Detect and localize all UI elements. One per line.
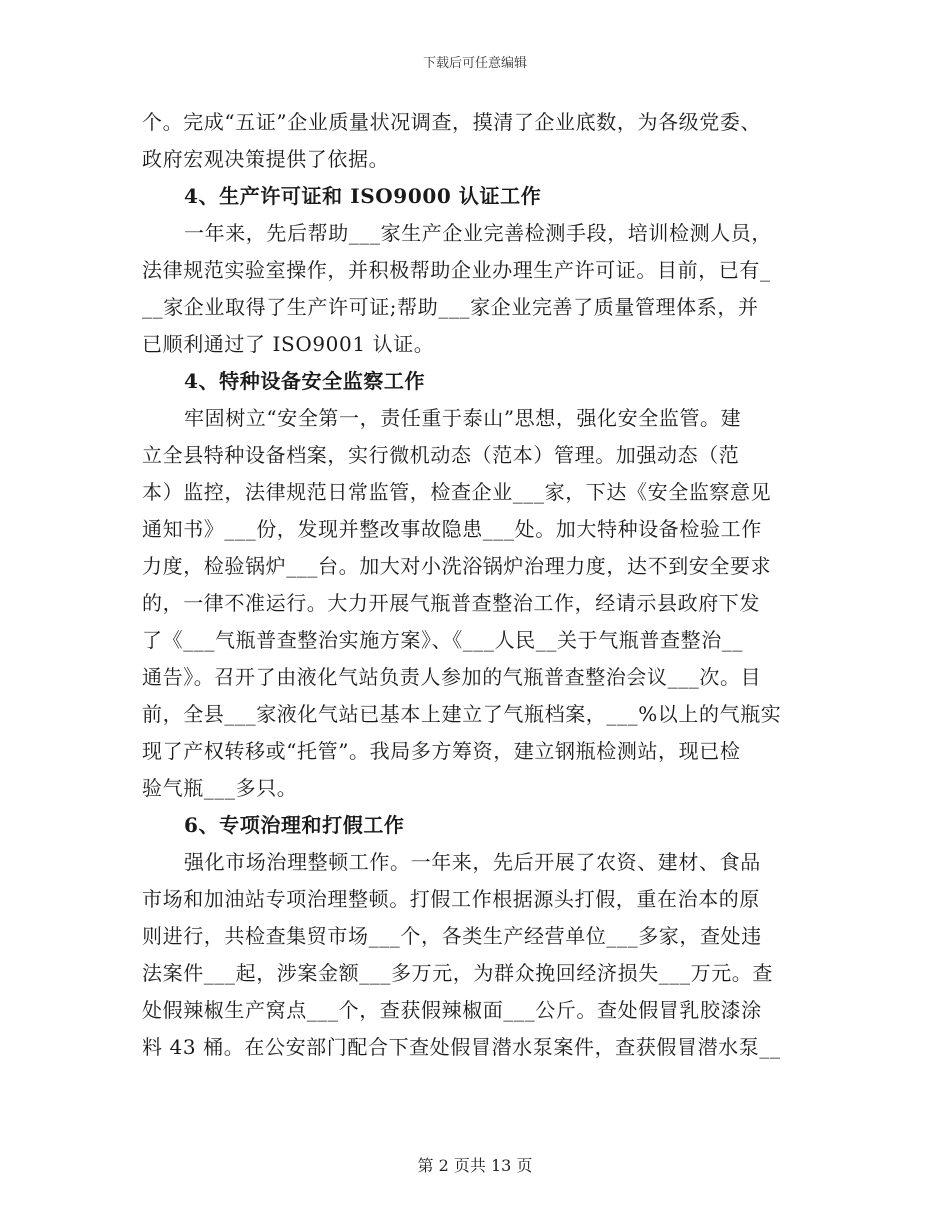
text-line: 市场和加油站专项治理整顿。打假工作根据源头打假，重在治本的原 [142,887,760,911]
text-line: 已顺利通过了 ISO9001 认证。 [142,332,435,356]
text-line: 牢固树立“安全第一，责任重于泰山”思想，强化安全监管。建 [184,406,742,430]
text-line: 的，一律不准运行。大力开展气瓶普查整治工作，经请示县政府下发 [142,591,760,615]
paragraph [142,104,807,178]
text-line: 力度，检验锅炉___台。加大对小洗浴锅炉治理力度，达不到安全要求 [142,554,772,578]
text-line: 强化市场治理整顿工作。一年来，先后开展了农资、建材、食品 [184,850,761,874]
text-line: 处假辣椒生产窝点___个，查获假辣椒面___公斤。查处假冒乳胶漆涂 [142,998,762,1022]
section-heading: 4、生产许可证和 ISO9000 认证工作 [184,184,542,208]
text-line: 了《___气瓶普查整治实施方案》、《___人民__关于气瓶普查整治__ [142,628,743,652]
page-footer: 第 2 页共 13 页 [417,1156,533,1175]
text-line: 验气瓶___多只。 [142,776,298,800]
text-line: 现了产权转移或“托管”。我局多方筹资，建立钢瓶检测站，现已检 [142,739,741,763]
text-line: 通告》。召开了由液化气站负责人参加的气瓶普查整治会议___次。目 [142,665,762,689]
text-line: 通知书》___份，发现并整改事故隐患___处。加大特种设备检验工作 [142,517,762,541]
page-header: 下载后可任意编辑 [422,56,527,71]
document-body [142,104,807,1066]
section-heading: 6、专项治理和打假工作 [184,813,405,837]
text-line: __家企业取得了生产许可证;帮助___家企业完善了质量管理体系，并 [142,295,759,319]
text-line: 法案件___起，涉案金额___多万元，为群众挽回经济损失___万元。查 [142,961,773,985]
text-line: 一年来，先后帮助___家生产企业完善检测手段，培训检测人员， [184,221,772,245]
text-line: 法律规范实验室操作，并积极帮助企业办理生产许可证。目前，已有_ [142,258,771,282]
text-line: 前，全县___家液化气站已基本上建立了气瓶档案，___%以上的气瓶实 [142,702,782,726]
text-line: 政府宏观决策提供了依据。 [142,147,390,171]
text-line: 本）监控，法律规范日常监管，检查企业___家，下达《安全监察意见 [142,480,772,504]
paragraph [142,844,807,1066]
text-line: 料 43 桶。在公安部门配合下查处假冒潜水泵案件，查获假冒潜水泵__ [142,1035,781,1059]
paragraph [142,400,807,807]
text-line: 则进行，共检查集贸市场___个，各类生产经营单位___多家，查处违 [142,924,762,948]
text-line: 立全县特种设备档案，实行微机动态（范本）管理。加强动态（范 [142,443,740,467]
section-heading: 4、特种设备安全监察工作 [184,369,426,393]
text-line: 个。完成“五证”企业质量状况调查，摸清了企业底数，为各级党委、 [142,110,762,134]
paragraph [142,215,807,363]
